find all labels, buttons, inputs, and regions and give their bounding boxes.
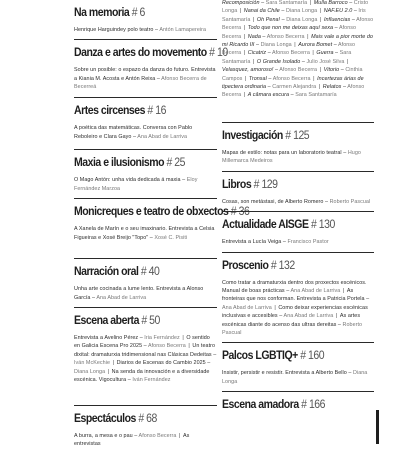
- section-title-text: Palcos LGBTIQ+: [222, 348, 298, 363]
- entry-title: Vitorio: [323, 67, 340, 74]
- entry-author: Afonso Becerra de Becerreá: [74, 75, 207, 91]
- section-title: [222, 258, 353, 273]
- page-number: # 40: [140, 264, 160, 279]
- entry-author: Diana Longa: [260, 42, 292, 49]
- entry-title: Entrevista a Lucía Veiga: [222, 239, 282, 246]
- entry-list: [74, 225, 217, 242]
- entry-author: Sara Santamaría: [265, 0, 308, 6]
- entry-item[interactable]: Cosas, son metástasi, de Alberto Romero – Roberto Pascual: [222, 198, 371, 205]
- entry-author: Ana Abad de Larriva: [222, 304, 272, 311]
- entry-title: O Grande Isolado: [256, 58, 301, 65]
- section-palcos: [222, 342, 374, 391]
- section-libros: [222, 171, 374, 211]
- entry-item[interactable]: NAF.EU 2.0 – Iris Santamaría: [222, 8, 366, 23]
- section-title: [74, 204, 250, 219]
- entry-title: As fronteiras que nos conforman. Entrevista a Patricia Portela: [222, 288, 365, 303]
- entry-list: [222, 0, 374, 100]
- page-number: # 68: [138, 411, 157, 426]
- section-proscenio: [222, 252, 374, 343]
- entry-item[interactable]: Diarios de Escenas do Cambio 2025 – Diana Longa: [74, 360, 211, 375]
- entry-item[interactable]: Nanai da Chile – Diana Longa: [243, 8, 318, 15]
- entry-separator: |: [251, 16, 256, 23]
- entry-separator: |: [111, 360, 116, 367]
- entry-item[interactable]: A câmara escura – Sara Santamaría: [247, 92, 337, 99]
- page-number: # 166: [301, 397, 326, 412]
- entry-author: Sara Santamaría: [295, 92, 337, 99]
- section-espectaculos: [74, 405, 217, 454]
- section-title: [222, 217, 353, 232]
- entry-separator: |: [242, 33, 247, 40]
- entry-item[interactable]: Un teatro dixital: dramaturxia tridimensional nas Clásicas Dedeitas – Iván McKechie: [74, 343, 217, 367]
- section-maxia: [74, 149, 217, 198]
- entry-list: [222, 238, 374, 246]
- entry-author: Ana Abad de Larriva: [137, 133, 188, 140]
- entry-item[interactable]: As artes escénicas diante do acenso das ultras dereitas – Roberto Pascual: [222, 313, 363, 337]
- entry-list: [222, 279, 374, 338]
- entry-item[interactable]: Velasquez, amoroso! – Afonso Becerra: [222, 67, 318, 74]
- entry-author: Afonso Becerra: [222, 16, 374, 32]
- page-number: # 16: [147, 103, 166, 118]
- entry-author: Diana Longa: [222, 370, 368, 385]
- section-investigacion: [222, 122, 374, 171]
- entry-title: NAF.EU 2.0: [323, 8, 353, 15]
- entry-author: Diana Longa: [286, 16, 318, 23]
- entry-title: Oh Pena!: [256, 16, 281, 23]
- entry-item[interactable]: Insistir, persistir e resistir. Entrevista a Alberto Bello – Diana Longa: [222, 370, 368, 385]
- entry-item[interactable]: Na senda da innovación e a diversidade escénica. Vigocultura – Iván Fernández: [74, 368, 210, 384]
- entry-item[interactable]: O sentido en Galicia Escena Pro 2025 – Afonso Becerra: [74, 335, 210, 350]
- entry-item[interactable]: Unha arte cocinada a lume lento. Entrevista a Alonso García – Ana Abad de Larriva: [74, 286, 204, 301]
- entry-author: Iria Fernández: [144, 335, 180, 342]
- page-number: # 130: [310, 217, 335, 232]
- entry-list: [222, 198, 374, 206]
- entry-separator: |: [318, 8, 323, 15]
- entry-separator: |: [317, 84, 322, 91]
- section-actualidade: [222, 211, 374, 251]
- entry-title: Diarios de Escenas do Cambio 2025: [116, 360, 206, 367]
- section-monicreques: [74, 198, 250, 258]
- entry-list: [74, 334, 217, 384]
- entry-title: Unha arte cocinada a lume lento. Entrevista a Alonso García: [74, 286, 204, 301]
- entry-item[interactable]: Guerra – Sara Santamaría: [222, 50, 352, 65]
- entry-title: Insistir, persistir e resistir. Entrevista a Alberto Bello: [222, 370, 347, 377]
- entry-title: Sobre un posible: o espazo da danza do futuro. Entrevista a Kiania M. Acosta e Antón Reixa: [74, 67, 216, 82]
- entry-item[interactable]: Mulla Barroco – Cristo Longa: [222, 0, 369, 15]
- entry-item[interactable]: A poética das matemáticas. Conversa con Pablo Reboleiro e Clara Gayo – Ana Abad de Larriva: [74, 125, 193, 140]
- section-title-text: Artes circenses: [74, 103, 145, 118]
- entry-author: Roberto Pascual: [222, 321, 363, 337]
- entry-list: [74, 176, 217, 193]
- entry-item[interactable]: Vitorio – Cinthia Campos: [222, 67, 363, 82]
- entry-author: Afonso Becerra: [138, 433, 177, 440]
- entry-separator: |: [243, 75, 248, 82]
- entry-separator: |: [305, 33, 311, 40]
- entry-title: O sentido en Galicia Escena Pro 2025: [74, 335, 210, 350]
- entry-item[interactable]: Sobre un posible: o espazo da danza do futuro. Entrevista a Kiania M. Acosta e Antón Reixa – Afonso Becerra de Becerreá: [74, 67, 216, 91]
- entry-item[interactable]: Aurora Bomet – Afonso Becerra: [222, 42, 356, 57]
- entry-list: [74, 66, 217, 91]
- page-number: # 25: [166, 155, 186, 170]
- page-number: # 10: [209, 45, 228, 60]
- edge-bar: [376, 410, 379, 444]
- entry-list: [74, 124, 217, 141]
- entry-separator: |: [186, 343, 192, 350]
- entry-item[interactable]: O Grande Isolado – Julio José Silva: [256, 58, 345, 65]
- entry-author: Afonso Becerra: [279, 67, 318, 74]
- entry-item[interactable]: A Xanela de Marín e o seu imaxinario. Entrevista a Celsia Figueiras e Xosé Breijo "Topo" – Xosé C. Pisiti: [74, 226, 215, 241]
- entry-item[interactable]: Influencias – Afonso Becerra: [222, 16, 374, 32]
- entry-author: Ana Abad de Larriva: [290, 288, 341, 295]
- section-title-text: Danza e artes do movemento: [74, 45, 207, 60]
- entry-author: Julio José Silva: [306, 58, 345, 65]
- entry-author: Ana Abad de Larriva: [96, 294, 147, 301]
- section-title-text: Na memoria: [74, 5, 130, 19]
- section-escena-aberta: [74, 307, 217, 405]
- entry-author: Afonso Becerra: [222, 84, 365, 99]
- entry-author: Iris Santamaría: [222, 8, 366, 23]
- entry-author: Roberto Pascual: [329, 198, 371, 205]
- entry-item[interactable]: Mapas de estilo: notas para un laboratorio teatral – Hugo Millemarca Medeiros: [222, 150, 361, 165]
- entry-separator: |: [311, 75, 317, 82]
- right-column: [222, 0, 374, 444]
- entry-list: [74, 285, 217, 302]
- section-title: [74, 313, 197, 328]
- entry-author: Cinthia Campos: [222, 67, 363, 82]
- entry-item[interactable]: O Mago Antón: unha vida dedicada á maxia – Eloy Fernández Marzoa: [74, 177, 198, 192]
- entry-author: Afonso Becerra: [222, 42, 356, 57]
- entry-list: [74, 26, 217, 34]
- entry-title: Henrique Harguindey polo teatro: [74, 27, 154, 33]
- entry-item[interactable]: Mais vale a pior morte do mi Ricardo III – Diana Longa: [222, 33, 373, 49]
- entry-author: Ana Abad de Larriva: [283, 313, 334, 320]
- section-title: [222, 397, 353, 412]
- entry-author: Sara Santamaría: [222, 50, 352, 65]
- entry-title: A burra, a mesa e o pau: [74, 433, 133, 440]
- entry-author: Cristo Longa: [222, 0, 369, 15]
- section-narracion: [74, 258, 217, 307]
- section-title-text: Espectáculos: [74, 411, 136, 426]
- entry-author: Afonso Becerra: [222, 25, 357, 40]
- entry-title: Incertezas árias de tipectera ordinaria: [222, 75, 364, 91]
- page-number: # 50: [141, 313, 160, 328]
- entry-author: Diana Longa: [286, 8, 318, 15]
- entry-separator: |: [272, 304, 278, 311]
- section-title-text: Escena aberta: [74, 313, 139, 328]
- entry-title: Todo que non me deixas aquí sexa: [247, 25, 334, 32]
- entry-title: Mulla Barroco: [313, 0, 348, 6]
- entry-author: Afonso Becerra: [272, 75, 311, 82]
- entry-author: Iván McKechie: [74, 360, 111, 367]
- entry-title: A câmara escura: [247, 92, 290, 99]
- entry-item[interactable]: As fronteiras que nos conforman. Entrevista a Patricia Portela – Ana Abad de Larriva: [222, 288, 370, 311]
- entry-title: O Mago Antón: unha vida dedicada á maxia: [74, 177, 181, 184]
- entry-separator: |: [238, 8, 243, 15]
- entry-title: Como tratar a dramaturxia dentro dos proxectos escénicos. Manual de boas prácticas: [222, 279, 367, 295]
- section-title-text: Monicreques e teatro de obxectos: [74, 204, 229, 219]
- entry-title: Como deixar experiencias escénicas inclusivas e accesibles: [222, 304, 368, 320]
- entry-author: Xosé C. Pisiti: [154, 234, 188, 241]
- entry-title: Na senda da innovación e a diversidade escénica. Vigocultura: [74, 368, 210, 384]
- page-edge-marker: [374, 410, 400, 444]
- entry-title: Guerra: [316, 50, 334, 57]
- entry-title: Nada: [247, 33, 261, 40]
- entry-title: Relatos: [322, 84, 342, 91]
- entry-separator: |: [345, 58, 349, 65]
- entry-title: Entrevista a Avelino Pérez: [74, 335, 139, 342]
- page-number: # 125: [285, 128, 310, 142]
- page-number: # 132: [270, 257, 295, 272]
- entry-title: A poética das matemáticas. Conversa con Pablo Reboleiro e Clara Gayo: [74, 125, 193, 140]
- entry-separator: |: [251, 58, 256, 65]
- entry-author: Hugo Millemarca Medeiros: [222, 150, 361, 165]
- entry-item[interactable]: Incertezas árias de tipectera ordinaria – Carmen Alejandra: [222, 75, 364, 91]
- entry-item[interactable]: Relatos – Afonso Becerra: [222, 84, 365, 99]
- entry-title: Cicatriz: [247, 50, 267, 57]
- entry-separator: |: [308, 0, 313, 6]
- page-number: # 36: [230, 204, 250, 219]
- section-title: [74, 103, 197, 118]
- entry-separator: |: [334, 313, 339, 320]
- entry-title: Aurora Bomet: [298, 42, 333, 49]
- entry-title: A Xanela de Marín e o seu imaxinario. Entrevista a Celsia Figueiras e Xosé Breijo "Topo": [74, 226, 215, 241]
- entry-separator: |: [341, 288, 346, 295]
- entry-item[interactable]: A burra, a mesa e o pau – Afonso Becerra: [74, 433, 177, 440]
- entry-separator: |: [318, 16, 323, 23]
- section-escena-amadora: [222, 391, 374, 423]
- section-title-text: Investigación: [222, 128, 283, 142]
- page-number: # 160: [300, 348, 325, 363]
- entry-item[interactable]: Oh Pena! – Diana Longa: [256, 16, 318, 23]
- entry-separator: |: [242, 25, 247, 32]
- entry-item[interactable]: Nada – Afonso Becerra: [247, 33, 305, 40]
- section-title: [74, 264, 197, 279]
- section-title-text: Actualidade AISGE: [222, 217, 309, 232]
- entry-item[interactable]: Cicatriz – Afonso Becerra: [247, 50, 310, 57]
- section-title-text: Proscenio: [222, 257, 269, 272]
- entry-title: Cosas, son metástasi, de Alberto Romero: [222, 198, 324, 205]
- entry-author: Afonso Becerra: [266, 33, 305, 40]
- entry-author: Afonso Becerra: [147, 343, 186, 350]
- entry-title: Un teatro dixital: dramaturxia tridimensional nas Clásicas Dedeitas: [74, 343, 216, 358]
- section-title: [222, 348, 353, 363]
- entry-author: Afonso Becerra: [272, 50, 310, 57]
- section-title: [74, 5, 197, 20]
- section-na-memoria: [74, 0, 217, 39]
- entry-author: Iván Fernández: [132, 377, 171, 384]
- entry-separator: |: [242, 50, 247, 57]
- section-title: [222, 177, 353, 192]
- entry-title: As artes escénicas diante do acenso das ultras dereitas: [222, 313, 361, 328]
- entry-item[interactable]: Entrevista a Lucía Veiga – Francisco Pastor: [222, 239, 329, 246]
- section-title-text: Libros: [222, 176, 252, 191]
- entry-title: Influencias: [323, 16, 351, 23]
- page-number: # 129: [253, 176, 278, 191]
- entry-list: [222, 149, 374, 166]
- entry-title: Tronsal: [248, 75, 267, 82]
- entry-title: Recomposición: [222, 0, 260, 6]
- entry-separator: |: [292, 42, 298, 49]
- entry-item[interactable]: Recomposición – Sara Santamaría: [222, 0, 308, 6]
- entry-author: Antón Lamapereira: [159, 27, 207, 33]
- entry-item[interactable]: Entrevista a Avelino Pérez – Iria Fernández: [74, 335, 180, 342]
- section-title: [74, 45, 228, 60]
- section-title: [222, 128, 353, 143]
- entry-title: Velasquez, amoroso!: [222, 67, 274, 74]
- entry-title: Mais vale a pior morte do mi Ricardo III: [222, 33, 373, 49]
- entry-title: As entrevistas: [74, 433, 190, 448]
- entry-separator: |: [177, 433, 182, 440]
- section-danza: [74, 39, 228, 97]
- section-title-text: Maxia e ilusionismo: [74, 155, 165, 170]
- entry-item[interactable]: Como tratar a dramaturxia dentro dos proxectos escénicos. Manual de boas prácticas – Ana Abad de Larriva: [222, 279, 367, 295]
- entry-separator: |: [318, 67, 323, 74]
- entry-author: Eloy Fernández Marzoa: [74, 177, 198, 192]
- entry-item[interactable]: Henrique Harguindey polo teatro – Antón Lamapereira: [74, 27, 207, 33]
- entry-item[interactable]: Como deixar experiencias escénicas inclusivas e accesibles – Ana Abad de Larriva: [222, 304, 368, 320]
- section-title: [74, 411, 197, 426]
- entry-item[interactable]: Tronsal – Afonso Becerra: [248, 75, 311, 82]
- entry-separator: |: [310, 50, 316, 57]
- entry-title: Mapas de estilo: notas para un laboratorio teatral: [222, 150, 342, 156]
- entry-item[interactable]: Todo que non me deixas aquí sexa – Afonso Becerra: [222, 25, 357, 40]
- entry-list: [222, 369, 374, 386]
- entry-title: Nanai da Chile: [243, 8, 280, 15]
- entry-separator: |: [106, 368, 111, 375]
- section-circenses: [74, 97, 217, 149]
- page-number: # 6: [131, 5, 145, 19]
- section-title-text: Narración oral: [74, 264, 139, 279]
- entry-separator: |: [180, 335, 186, 342]
- entry-author: Diana Longa: [74, 368, 106, 375]
- entry-author: Carmen Alejandra: [272, 84, 317, 91]
- section-title-text: Escena amadora: [222, 397, 299, 412]
- section-criticas: [222, 0, 374, 122]
- entry-author: Francisco Pastor: [287, 239, 329, 246]
- entry-separator: |: [242, 92, 247, 99]
- section-title: [74, 155, 197, 170]
- entry-list: [74, 432, 217, 449]
